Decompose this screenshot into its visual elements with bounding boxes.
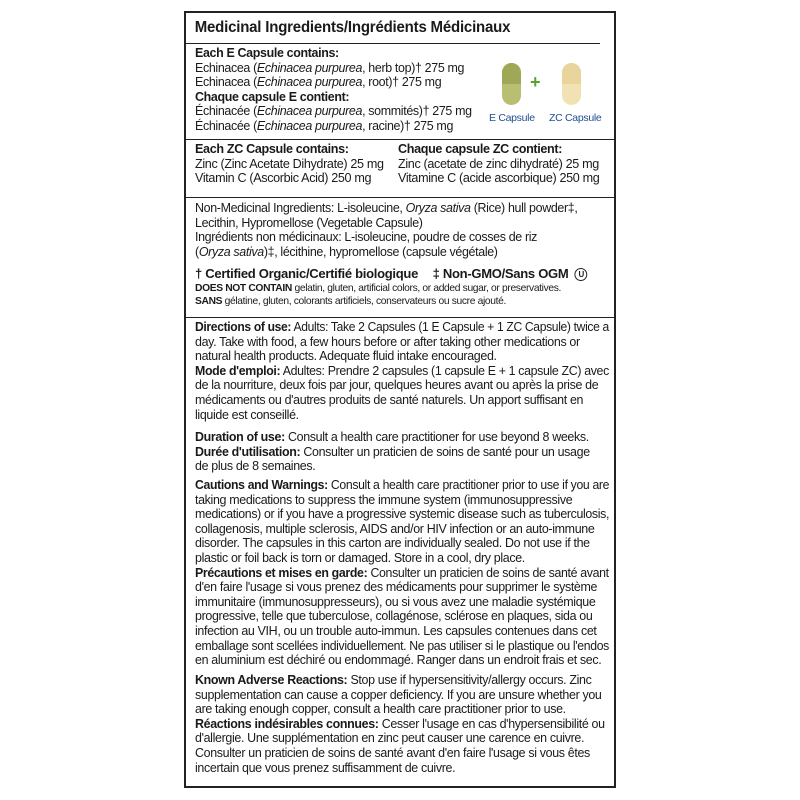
directions-en: day. Take with food, a few hours before or after taking other medications or (195, 334, 580, 349)
adverse-en: are taking enough copper, consult a health care practitioner prior to use. (195, 702, 566, 717)
cautions-fr: Précautions et mises en garde: Consulter un praticien de soins de santé avant (195, 565, 609, 580)
e-capsule-heading-en: Each E Capsule contains: (195, 46, 339, 60)
zc-capsule-icon (562, 63, 581, 105)
duration-fr: de plus de 8 semaines. (195, 459, 316, 474)
plus-icon: + (530, 72, 541, 92)
non-medicinal-en: Lecithin, Hypromellose (Vegetable Capsule) (195, 215, 423, 230)
adverse-fr: Réactions indésirables connues: Cesser l'usage en cas d'hypersensibilité ou (195, 716, 605, 731)
product-label-panel (184, 11, 616, 788)
adverse-en: supplementation can cause a copper deficiency. If you are unsure whether you (195, 687, 602, 702)
divider (186, 197, 614, 198)
adverse-reactions-section (186, 673, 614, 775)
divider (186, 317, 614, 318)
non-medicinal-en: Non-Medicinal Ingredients: L-isoleucine, Oryza sativa (Rice) hull powder‡, (195, 201, 578, 215)
adverse-fr: Consulter un praticien de soins de santé avant d'en faire l'usage si vous êtes (195, 745, 590, 760)
kosher-u-icon: U (575, 268, 588, 281)
adverse-fr: incertain que vous prenez suffisamment de cuivre. (195, 760, 456, 775)
cautions-en: medications) or if you have a progressive systemic disease such as tuberculosis, (195, 507, 610, 522)
zc-capsule-section (186, 142, 614, 197)
directions-en: natural health products. Adequate fluid intake encouraged. (195, 349, 497, 364)
e-capsule-label: E Capsule (489, 112, 535, 124)
certification-line (195, 266, 609, 281)
directions-fr: médicaments ou d'autres produits de santé naturels. Un apport suffisant en (195, 392, 584, 407)
cautions-en: disorder. The capsules in this carton are individually sealed. Do not use if the (195, 536, 590, 551)
duration-section (186, 430, 614, 474)
zc-capsule-label: ZC Capsule (549, 112, 602, 124)
cautions-en: Cautions and Warnings: Consult a health care practitioner prior to use if you are (195, 478, 610, 492)
directions-en: Directions of use: Adults: Take 2 Capsules (1 E Capsule + 1 ZC Capsule) twice a (195, 320, 609, 334)
directions-fr: de la nourriture, deux fois par jour, quelques heures avant ou après la prise de (195, 378, 599, 393)
non-medicinal-section (186, 201, 614, 259)
directions-fr: Mode d'emploi: Adultes: Prendre 2 capsules (1 capsule E + 1 capsule ZC) avec (195, 363, 609, 378)
cautions-fr: infection au VIH, ou un trouble auto-immun. Les capsules contenues dans cet (195, 623, 597, 638)
zc-capsule-heading-en: Each ZC Capsule contains: (195, 142, 349, 156)
e-capsule-heading-fr: Chaque capsule E contient: (195, 89, 350, 104)
e-ingredient-line: Echinacea (Echinacea purpurea, herb top)† 275 mg (195, 60, 465, 75)
non-medicinal-fr: Ingrédients non médicinaux: L-isoleucine, poudre de cosses de riz (195, 230, 538, 245)
zc-ingredient-line: Vitamin C (Ascorbic Acid) 250 mg (195, 171, 372, 186)
cautions-fr: emballage sont scellées individuellement. Ne pas utiliser si le plastique ou l'endos (195, 638, 609, 653)
adverse-fr: d'allergie. Une supplémentation en zinc peut causer une carence en cuivre. (195, 731, 585, 746)
certified-organic-text: † Certified Organic/Certifié biologique (195, 266, 419, 281)
e-ingredient-line-fr: Échinacée (Echinacea purpurea, racine)† 275 mg (195, 118, 454, 133)
zc-capsule-heading-fr: Chaque capsule ZC contient: (398, 142, 563, 156)
cautions-en: plastic or foil back is torn or damaged. Store in a cool, dry place. (195, 550, 525, 565)
adverse-en: Known Adverse Reactions: Stop use if hypersensitivity/allergy occurs. Zinc (195, 673, 592, 687)
cautions-section (186, 478, 614, 668)
duration-fr: Durée d'utilisation: Consulter un praticien de soins de santé pour un usage (195, 444, 590, 459)
e-ingredient-line-fr: Échinacée (Echinacea purpurea, sommités)† 275 mg (195, 104, 472, 119)
cautions-fr: immunitaire (immunosuppresseurs), ou si vous avez une maladie systémique (195, 594, 596, 609)
divider (186, 139, 614, 140)
cautions-fr: progressive, telle que tuberculose, collagénose, sclérose en plaques, sida ou (195, 609, 593, 624)
e-capsule-icon (502, 63, 521, 105)
cautions-fr: d'en faire l'usage si vous prenez des médicaments pour supprimer le système (195, 580, 598, 595)
medicinal-ingredients-title: Medicinal Ingredients/Ingrédients Médicinaux (186, 13, 600, 44)
e-ingredient-line: Echinacea (Echinacea purpurea, root)† 275 mg (195, 75, 442, 90)
zc-ingredient-line: Zinc (Zinc Acetate Dihydrate) 25 mg (195, 156, 384, 171)
cautions-en: collagenosis, multiple sclerosis, AIDS and/or HIV infection or an auto-immune (195, 521, 595, 536)
zc-ingredient-line-fr: Zinc (acetate de zinc dihydraté) 25 mg (398, 156, 599, 171)
cautions-en: taking medications to suppress the immune system (immunosuppressive (195, 492, 573, 507)
does-not-contain-line: DOES NOT CONTAIN gelatin, gluten, artificial colors, or added sugar, or preservatives. (195, 283, 562, 295)
non-gmo-text: ‡ Non-GMO/Sans OGM (432, 266, 569, 281)
sans-line: SANS gélatine, gluten, colorants artificiels, conservateurs ou sucre ajouté. (195, 295, 506, 307)
directions-section (186, 320, 614, 422)
zc-ingredient-line-fr: Vitamine C (acide ascorbique) 250 mg (398, 171, 600, 186)
certifications-section (186, 266, 614, 308)
directions-fr: liquide est conseillé. (195, 407, 299, 422)
non-medicinal-fr: (Oryza sativa)‡, lécithine, hypromellose (capsule végétale) (195, 244, 498, 259)
cautions-fr: en aluminium est déchiré ou endommagé. Ranger dans un endroit frais et sec. (195, 653, 602, 668)
duration-en: Duration of use: Consult a health care practitioner for use beyond 8 weeks. (195, 430, 589, 444)
